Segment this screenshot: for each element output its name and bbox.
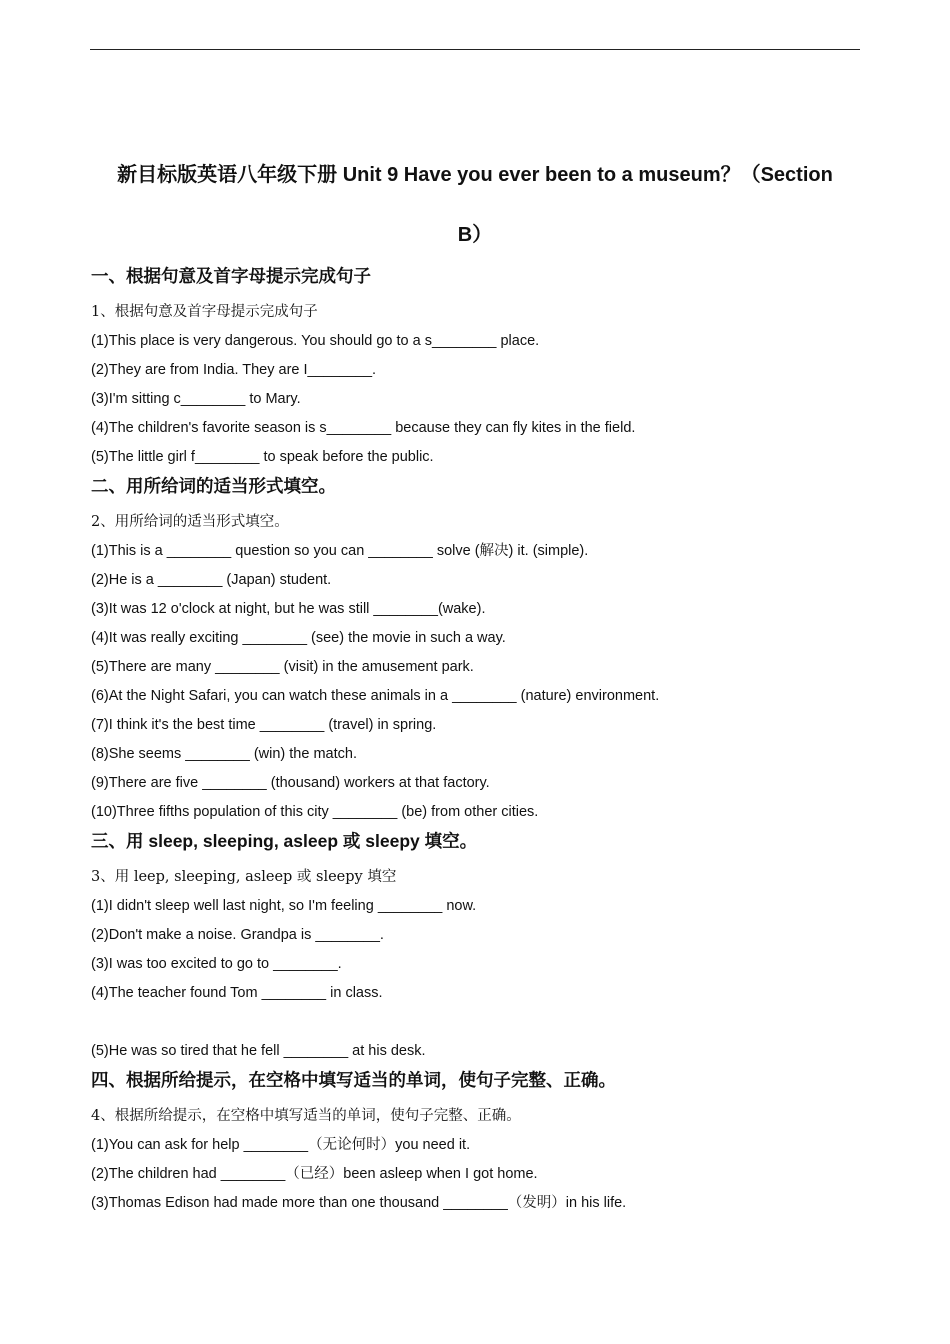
question-item: (10)Three fifths population of this city ________ (be) from other cities. <box>91 804 539 820</box>
question-item: (1)You can ask for help ________（无论何时）you need it. <box>91 1137 471 1153</box>
question-item: (2)Don't make a noise. Grandpa is ________. <box>91 927 384 943</box>
question-item: (1)This place is very dangerous. You should go to a s________ place. <box>91 333 540 349</box>
question-item: (1)I didn't sleep well last night, so I'm feeling ________ now. <box>91 898 477 914</box>
section-3 <box>91 827 871 1066</box>
question-item: (4)The children's favorite season is s________ because they can fly kites in the field. <box>91 420 636 436</box>
section-intro: 2、用所给词的适当形式填空。 <box>91 514 289 530</box>
question-item: (3)Thomas Edison had made more than one thousand ________（发明）in his life. <box>91 1195 627 1211</box>
question-item: (2)He is a ________ (Japan) student. <box>91 572 332 588</box>
question-item: (4)The teacher found Tom ________ in class. <box>91 985 383 1001</box>
section-intro: 1、根据句意及首字母提示完成句子 <box>91 304 318 320</box>
title-line-2: B） <box>457 224 493 246</box>
question-item: (3)I was too excited to go to ________. <box>91 956 342 972</box>
section-2 <box>91 472 871 827</box>
section-intro: 3、用 leep, sleeping, asleep 或 sleepy 填空 <box>91 869 397 885</box>
question-item: (2)They are from India. They are I________. <box>91 362 377 378</box>
document-title <box>90 145 860 265</box>
header-rule <box>90 49 860 50</box>
section-heading: 二、用所给词的适当形式填空。 <box>91 476 336 496</box>
question-item: (7)I think it's the best time ________ (travel) in spring. <box>91 717 437 733</box>
document-body <box>91 262 871 1218</box>
question-item: (5)There are many ________ (visit) in the amusement park. <box>91 659 474 675</box>
section-heading: 三、用 sleep, sleeping, asleep 或 sleepy 填空。 <box>91 831 478 851</box>
title-line-1: 新目标版英语八年级下册 Unit 9 Have you ever been to a museum？（Section <box>117 164 833 186</box>
question-item: (4)It was really exciting ________ (see) the movie in such a way. <box>91 630 506 646</box>
section-heading: 四、根据所给提示，在空格中填写适当的单词，使句子完整、正确。 <box>91 1070 616 1090</box>
question-item: (9)There are five ________ (thousand) workers at that factory. <box>91 775 490 791</box>
section-intro: 4、根据所给提示，在空格中填写适当的单词，使句子完整、正确。 <box>91 1108 521 1124</box>
question-item: (5)The little girl f________ to speak before the public. <box>91 449 434 465</box>
question-item: (8)She seems ________ (win) the match. <box>91 746 357 762</box>
question-item: (3)I'm sitting c________ to Mary. <box>91 391 301 407</box>
section-1 <box>91 262 871 472</box>
question-item: (5)He was so tired that he fell ________ at his desk. <box>91 1043 426 1059</box>
question-item: (6)At the Night Safari, you can watch these animals in a ________ (nature) environment. <box>91 688 660 704</box>
question-item: (3)It was 12 o'clock at night, but he was still ________(wake). <box>91 601 486 617</box>
question-item: (1)This is a ________ question so you can ________ solve (解决) it. (simple). <box>91 543 589 559</box>
section-4 <box>91 1066 871 1218</box>
question-item: (2)The children had ________（已经）been asleep when I got home. <box>91 1166 538 1182</box>
section-heading: 一、根据句意及首字母提示完成句子 <box>91 266 371 286</box>
